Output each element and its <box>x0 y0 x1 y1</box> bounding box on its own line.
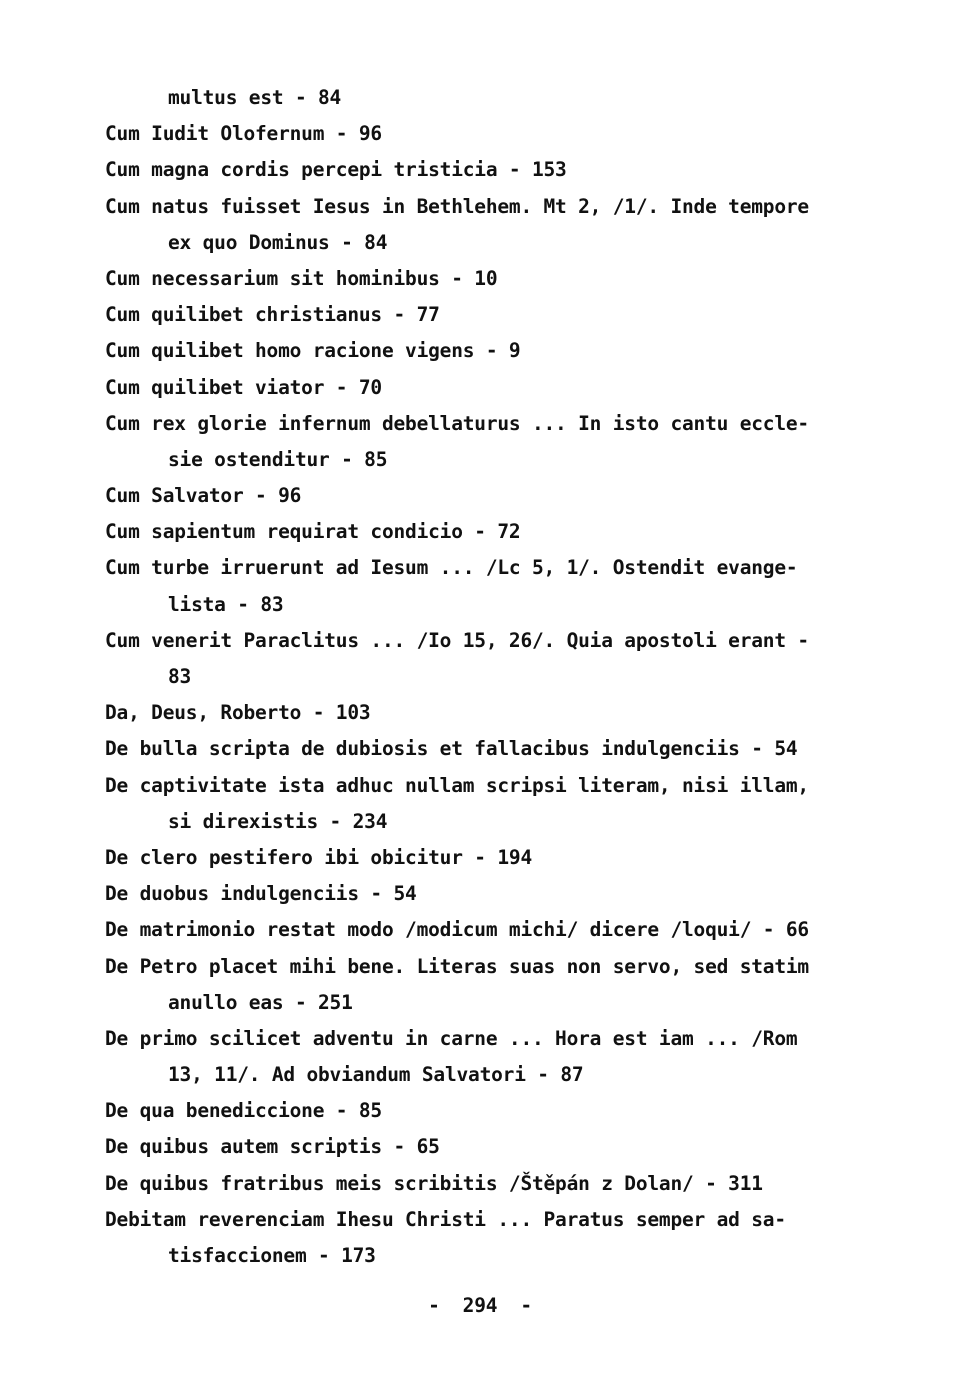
index-entry: Cum sapientum requirat condicio - 72 <box>105 520 521 544</box>
index-entry-continuation: tisfaccionem - 173 <box>168 1244 376 1267</box>
index-entry-continuation: 83 <box>168 665 192 688</box>
index-entry: De bulla scripta de dubiosis et fallacibus indulgenciis - 54 <box>105 737 798 761</box>
index-entry: Cum quilibet homo racione vigens - 9 <box>105 339 521 363</box>
page-number: - 294 - <box>428 1294 532 1317</box>
index-entry: Cum quilibet christianus - 77 <box>105 303 440 327</box>
index-entry-continuation: si direxistis - 234 <box>168 809 388 833</box>
index-entry: Cum natus fuisset Iesus in Bethlehem. Mt 2, /1/. Inde tempore <box>105 194 809 218</box>
index-entry: De clero pestifero ibi obicitur - 194 <box>105 845 532 869</box>
index-entry: De matrimonio restat modo /modicum michi/ dicere /loqui/ - 66 <box>105 918 809 942</box>
index-entry: De qua benediccione - 85 <box>105 1099 382 1123</box>
index-entries-list <box>105 80 885 1274</box>
index-entry-continuation: lista - 83 <box>168 592 284 616</box>
index-entry-continuation: ex quo Dominus - 84 <box>168 230 388 254</box>
index-entry: Cum necessarium sit hominibus - 10 <box>105 266 498 290</box>
index-entry: Cum rex glorie infernum debellaturus ... In isto cantu eccle- <box>105 411 809 435</box>
index-entry: De duobus indulgenciis - 54 <box>105 882 417 906</box>
index-entry: De quibus fratribus meis scribitis /Štěpán z Dolan/ - 311 <box>105 1171 763 1195</box>
index-entry: Da, Deus, Roberto - 103 <box>105 701 371 725</box>
index-entry: Cum quilibet viator - 70 <box>105 375 382 399</box>
index-entry: Cum magna cordis percepi tristicia - 153 <box>105 158 567 182</box>
index-entry-continuation: 13, 11/. Ad obviandum Salvatori - 87 <box>168 1063 584 1087</box>
index-entry: Cum venerit Paraclitus ... /Io 15, 26/. Quia apostoli erant - <box>105 628 809 652</box>
index-entry: Cum turbe irruerunt ad Iesum ... /Lc 5, 1/. Ostendit evange- <box>105 556 798 580</box>
index-entry: Cum Salvator - 96 <box>105 484 302 508</box>
index-entry: Debitam reverenciam Ihesu Christi ... Paratus semper ad sa- <box>105 1207 786 1231</box>
index-entry-continuation: anullo eas - 251 <box>168 990 353 1014</box>
index-entry: De captivitate ista adhuc nullam scripsi literam, nisi illam, <box>105 773 809 797</box>
index-entry: De primo scilicet adventu in carne ... Hora est iam ... /Rom <box>105 1026 798 1050</box>
index-entry: De Petro placet mihi bene. Literas suas non servo, sed statim <box>105 954 809 978</box>
index-entry: Cum Iudit Olofernum - 96 <box>105 122 382 146</box>
index-entry: De quibus autem scriptis - 65 <box>105 1135 440 1159</box>
index-entry-continuation: sie ostenditur - 85 <box>168 447 388 471</box>
index-entry-continuation: multus est - 84 <box>168 86 342 109</box>
